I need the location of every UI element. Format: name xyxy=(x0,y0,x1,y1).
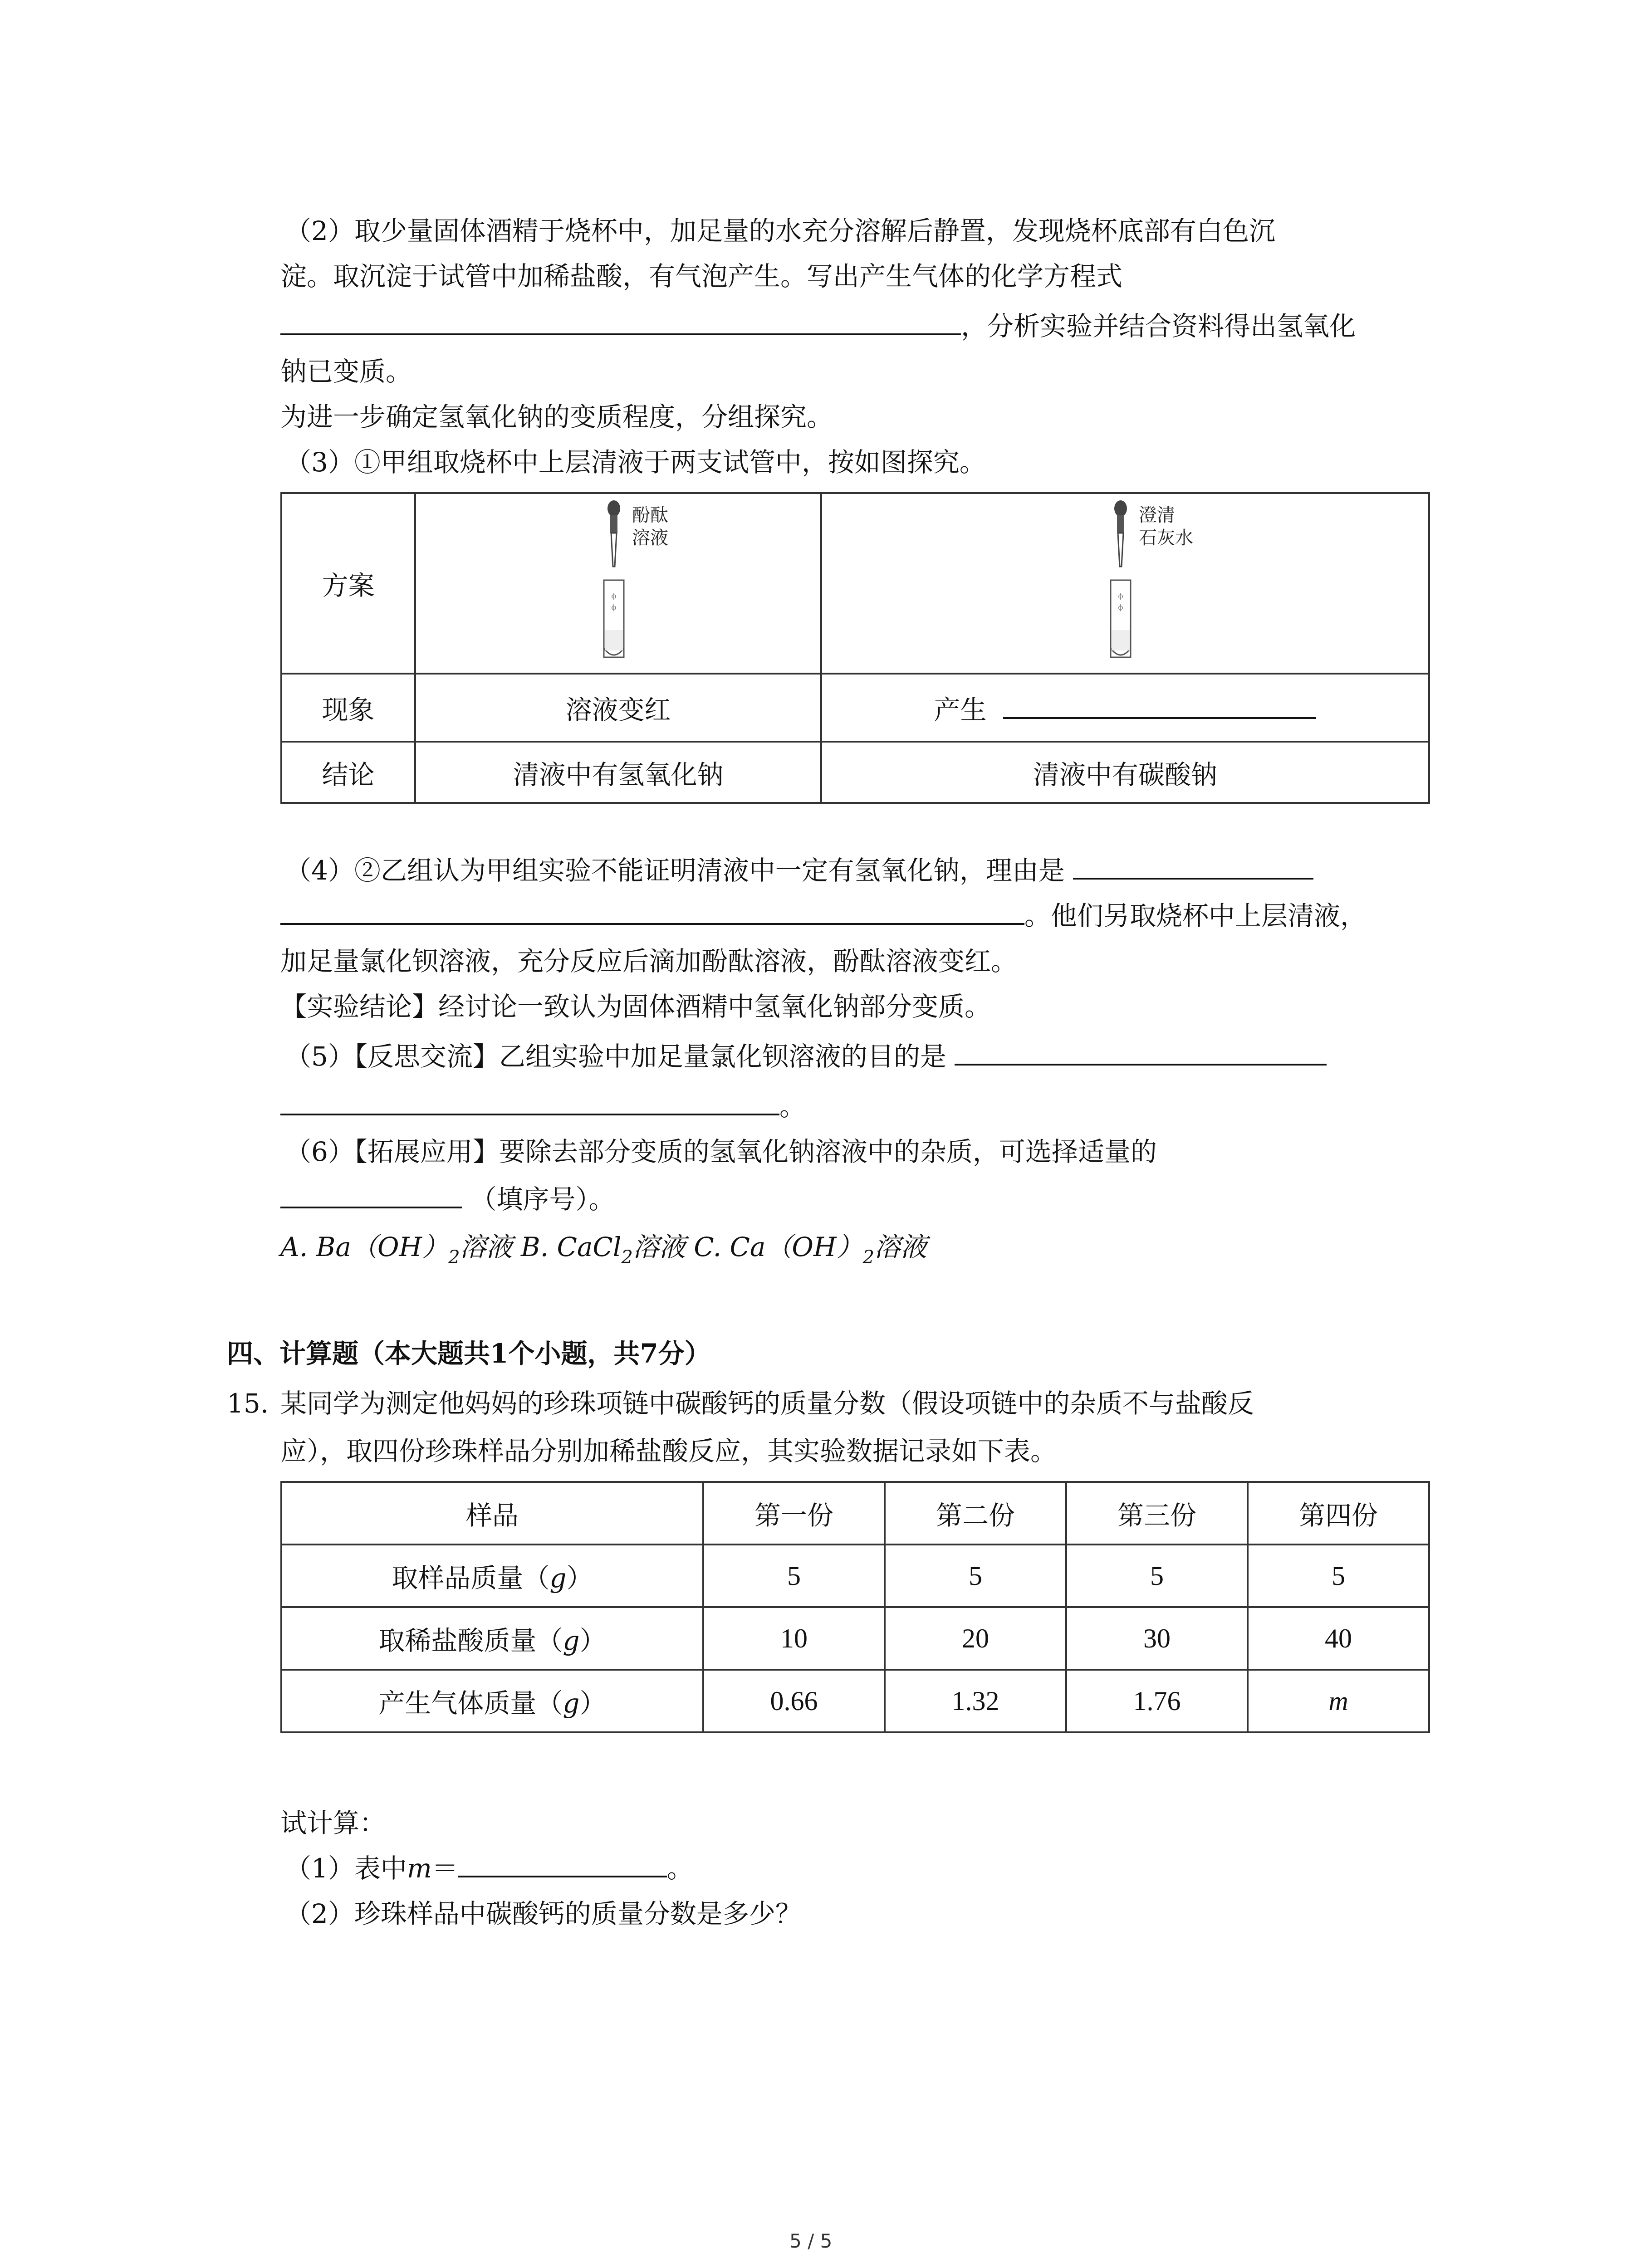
table-row-scheme xyxy=(281,493,1429,674)
option-a-text: A. Ba（OH） xyxy=(280,1232,449,1262)
q14-part4-line2 xyxy=(280,900,1367,931)
q14-part2-line2: 淀。取沉淀于试管中加稀盐酸，有气泡产生。写出产生气体的化学方程式 xyxy=(280,261,1123,292)
table-cell: 5 xyxy=(885,1545,1066,1607)
scheme-cell-2 xyxy=(821,493,1429,674)
option-c-subscript: 2 xyxy=(862,1247,874,1268)
q14-part4-line1 xyxy=(285,857,1313,884)
row-label-scheme: 方案 xyxy=(281,493,415,674)
page-number: 5 / 5 xyxy=(789,2230,833,2252)
answer-blank-reason-2[interactable] xyxy=(280,923,1024,925)
header-sample: 样品 xyxy=(281,1482,703,1545)
calc1-equals: ＝ xyxy=(431,1853,458,1884)
table-row-conclusion xyxy=(281,742,1429,803)
table-cell: m xyxy=(1248,1670,1429,1732)
phenomenon-cell-2 xyxy=(821,674,1429,742)
q15-line2: 应），取四份珍珠样品分别加稀盐酸反应，其实验数据记录如下表。 xyxy=(280,1436,1057,1466)
option-b-subscript: 2 xyxy=(621,1247,633,1268)
dropper-test-tube-phenolphthalein-icon xyxy=(528,494,709,666)
table-cell: 30 xyxy=(1066,1607,1248,1670)
answer-blank-option[interactable] xyxy=(280,1206,462,1208)
answer-blank-equation[interactable] xyxy=(280,333,961,335)
row-label-conclusion: 结论 xyxy=(281,742,415,803)
q14-part5-line2-text: 。 xyxy=(779,1091,806,1122)
q14-part2-line4: 钠已变质。 xyxy=(280,356,412,387)
table-cell: 5 xyxy=(703,1545,885,1607)
svg-text:ϕ: ϕ xyxy=(611,603,616,611)
q15-calc-intro: 试计算： xyxy=(280,1808,386,1838)
q14-part4-line2-text: 。他们另取烧杯中上层清液， xyxy=(1024,900,1367,931)
q14-part4-line1-text: （4）②乙组认为甲组实验不能证明清液中一定有氢氧化钠，理由是 xyxy=(285,855,1065,886)
reagent-phenolphthalein-line2: 溶液 xyxy=(632,528,668,548)
q14-part6-line1: （6）【拓展应用】要除去部分变质的氢氧化钠溶液中的杂质，可选择适量的 xyxy=(285,1136,1157,1167)
row-label-phenomenon: 现象 xyxy=(281,674,415,742)
answer-blank-phenomenon[interactable] xyxy=(1003,717,1316,719)
q14-part5-line2 xyxy=(280,1091,806,1122)
dropper-test-tube-limewater-icon xyxy=(1034,494,1216,666)
option-a-subscript: 2 xyxy=(448,1247,460,1268)
q14-part2-line3 xyxy=(280,311,1356,342)
header-second: 第二份 xyxy=(885,1482,1066,1545)
conclusion-cell-2: 清液中有碳酸钠 xyxy=(821,742,1429,803)
q14-experiment-conclusion: 【实验结论】经讨论一致认为固体酒精中氢氧化钠部分变质。 xyxy=(280,991,991,1022)
q14-part6-line2-text: （填序号）。 xyxy=(470,1184,615,1215)
answer-blank-purpose-2[interactable] xyxy=(280,1113,779,1115)
phenomenon2-prefix: 产生 xyxy=(934,694,987,725)
row-label-acid-mass: 取稀盐酸质量（g） xyxy=(281,1607,703,1670)
q15-calc2: （2）珍珠样品中碳酸钙的质量分数是多少？ xyxy=(285,1898,802,1929)
q14-part5-line1 xyxy=(285,1043,1327,1070)
table-cell: 5 xyxy=(1248,1545,1429,1607)
q14-part2-line3-text: ，分析实验并结合资料得出氢氧化 xyxy=(961,311,1356,342)
q14-part4-line3: 加足量氯化钡溶液，充分反应后滴加酚酞溶液，酚酞溶液变红。 xyxy=(280,946,1018,977)
table-cell: 10 xyxy=(703,1607,885,1670)
q14-part6-line2 xyxy=(280,1184,615,1215)
q14-options xyxy=(280,1234,927,1266)
table-row xyxy=(281,1607,1429,1670)
q14-part2-line1: （2）取少量固体酒精于烧杯中，加足量的水充分溶解后静置，发现烧杯底部有白色沉 xyxy=(285,215,1275,246)
svg-text:ϕ: ϕ xyxy=(611,591,616,600)
row-label-sample-mass: 取样品质量（g） xyxy=(281,1545,703,1607)
data-table-header xyxy=(281,1482,1429,1545)
table-row-phenomenon xyxy=(281,674,1429,742)
section-4-title: 四、计算题（本大题共1个小题，共7分） xyxy=(227,1338,711,1369)
table-cell: 5 xyxy=(1066,1545,1248,1607)
answer-blank-purpose-1[interactable] xyxy=(955,1063,1327,1066)
table-row xyxy=(281,1670,1429,1732)
table-cell: 20 xyxy=(885,1607,1066,1670)
q14-intro: 为进一步确定氢氧化钠的变质程度，分组探究。 xyxy=(280,401,833,432)
conclusion-cell-1: 清液中有氢氧化钠 xyxy=(415,742,821,803)
table-cell: 40 xyxy=(1248,1607,1429,1670)
q15-calc1 xyxy=(285,1855,693,1882)
data-table xyxy=(280,1481,1430,1733)
scheme-cell-1 xyxy=(415,493,821,674)
row-label-gas-mass: 产生气体质量（g） xyxy=(281,1670,703,1732)
option-c-suffix: 溶液 xyxy=(874,1232,927,1262)
q15-line1: 某同学为测定他妈妈的珍珠项链中碳酸钙的质量分数（假设项链中的杂质不与盐酸反 xyxy=(280,1388,1254,1419)
table-cell: 0.66 xyxy=(703,1670,885,1732)
reagent-limewater-line2: 石灰水 xyxy=(1139,528,1193,548)
table-cell: 1.32 xyxy=(885,1670,1066,1732)
answer-blank-reason-1[interactable] xyxy=(1073,877,1313,880)
reagent-limewater-line1: 澄清 xyxy=(1139,505,1175,526)
table-cell: 1.76 xyxy=(1066,1670,1248,1732)
calc1-suffix: 。 xyxy=(666,1853,693,1884)
experiment-table xyxy=(280,492,1430,804)
q15-number: 15. xyxy=(227,1388,269,1419)
svg-text:ϕ: ϕ xyxy=(1118,591,1123,600)
option-c-text: 溶液 C. Ca（OH） xyxy=(632,1232,863,1262)
svg-text:ϕ: ϕ xyxy=(1118,603,1123,611)
header-first: 第一份 xyxy=(703,1482,885,1545)
header-fourth: 第四份 xyxy=(1248,1482,1429,1545)
q14-part5-line1-text: （5）【反思交流】乙组实验中加足量氯化钡溶液的目的是 xyxy=(285,1041,946,1072)
table-row xyxy=(281,1545,1429,1607)
option-b-text: 溶液 B. CaCl xyxy=(460,1232,622,1262)
calc1-prefix: （1）表中 xyxy=(285,1853,407,1884)
calc1-variable: m xyxy=(407,1853,432,1884)
phenomenon-cell-1: 溶液变红 xyxy=(415,674,821,742)
q14-part3: （3）①甲组取烧杯中上层清液于两支试管中，按如图探究。 xyxy=(285,447,986,478)
answer-blank-m[interactable] xyxy=(458,1875,667,1877)
reagent-phenolphthalein-line1: 酚酞 xyxy=(632,505,668,526)
header-third: 第三份 xyxy=(1066,1482,1248,1545)
